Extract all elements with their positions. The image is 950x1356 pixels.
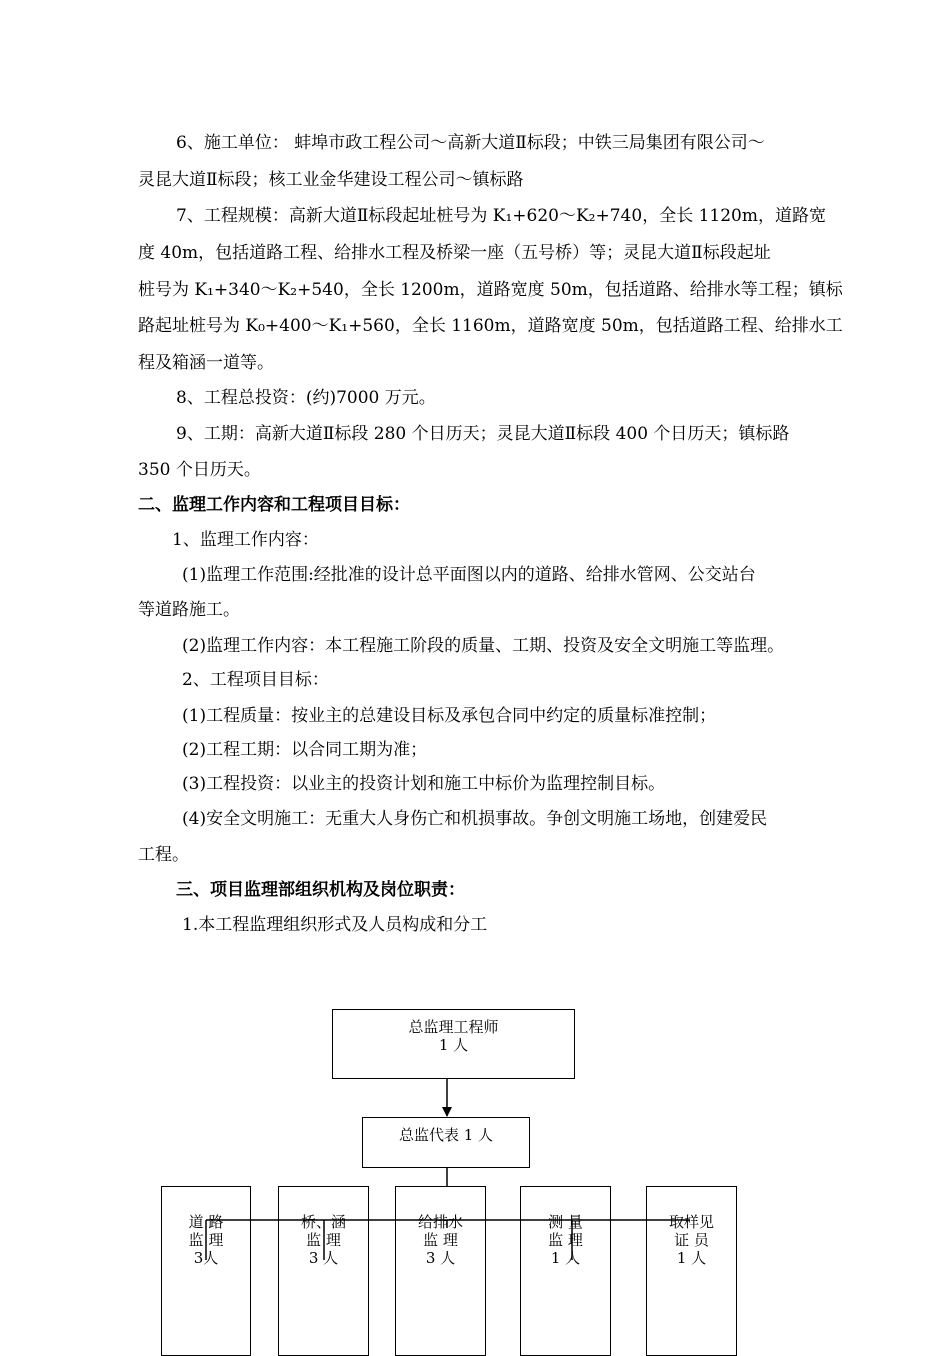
member-role-line1: 给排水 <box>417 1213 463 1231</box>
goal-4-line1: (4)安全文明施工：无重大人身伤亡和机损事故。争创文明施工场地，创建爱民 <box>182 809 768 829</box>
item-1-line2: 等道路施工。 <box>138 600 240 620</box>
member-role-line2: 监 理 <box>188 1231 224 1249</box>
member-role-line2: 证 员 <box>674 1231 709 1249</box>
member-role-line2: 监 理 <box>548 1231 583 1249</box>
member-box-bridge <box>278 1186 369 1356</box>
item-1-line1: (1)监理工作范围:经批准的设计总平面图以内的道路、给排水管网、公交站台 <box>182 565 756 585</box>
member-count: 3 人 <box>308 1249 339 1267</box>
sub-heading-2: 2、工程项目目标： <box>182 670 329 690</box>
member-count: 3人 <box>193 1249 219 1267</box>
org-chart-caption: 1.本工程监理组织形式及人员构成和分工 <box>182 915 488 935</box>
member-role-line1: 取样见 <box>668 1213 714 1231</box>
member-box-sampling <box>646 1186 737 1356</box>
para-7-line4: 路起址桩号为 K₀+400～K₁+560，全长 1160m，道路宽度 50m，包括道路工程、给排水工 <box>138 316 843 336</box>
para-8: 8、工程总投资：(约)7000 万元。 <box>176 388 436 408</box>
chief-engineer-box <box>332 1009 575 1079</box>
member-count: 1 人 <box>550 1249 581 1267</box>
member-role-line1: 桥、涵 <box>300 1213 346 1231</box>
member-count: 1 人 <box>676 1249 707 1267</box>
goal-3: (3)工程投资：以业主的投资计划和施工中标价为监理控制目标。 <box>182 774 666 794</box>
chief-title: 总监理工程师 <box>408 1018 499 1036</box>
member-box-survey <box>520 1186 611 1356</box>
member-count: 3 人 <box>425 1249 456 1267</box>
goal-2: (2)工程工期：以合同工期为准； <box>182 740 428 760</box>
member-box-drainage <box>395 1186 486 1356</box>
member-box-road <box>161 1186 251 1356</box>
para-7-line2: 度 40m，包括道路工程、给排水工程及桥梁一座（五号桥）等；灵昆大道Ⅱ标段起址 <box>138 243 771 263</box>
para-9-line2: 350 个日历天。 <box>138 460 261 480</box>
goal-4-line2: 工程。 <box>138 845 189 865</box>
member-role-line1: 道 路 <box>188 1213 224 1231</box>
chief-count: 1 人 <box>438 1036 469 1054</box>
member-role-line1: 测 量 <box>548 1213 583 1231</box>
para-7-line1: 7、工程规模：高新大道Ⅱ标段起址桩号为 K₁+620～K₂+740，全长 1120m，道路宽 <box>176 206 826 226</box>
para-6-line2: 灵昆大道Ⅱ标段；核工业金华建设工程公司～镇标路 <box>138 170 524 190</box>
para-9-line1: 9、工期：高新大道Ⅱ标段 280 个日历天；灵昆大道Ⅱ标段 400 个日历天；镇标路 <box>176 424 790 444</box>
sub-heading-1: 1、监理工作内容： <box>172 530 319 550</box>
member-role-line2: 监 理 <box>423 1231 458 1249</box>
member-role-line2: 监 理 <box>306 1231 341 1249</box>
section-3-heading: 三、项目监理部组织机构及岗位职责： <box>176 880 465 900</box>
item-2: (2)监理工作内容：本工程施工阶段的质量、工期、投资及安全文明施工等监理。 <box>182 636 785 656</box>
deputy-box <box>362 1117 530 1168</box>
deputy-title: 总监代表 1 人 <box>398 1126 494 1144</box>
para-7-line3: 桩号为 K₁+340～K₂+540，全长 1200m，道路宽度 50m，包括道路、给排水等工程；镇标 <box>138 280 843 300</box>
goal-1: (1)工程质量：按业主的总建设目标及承包合同中约定的质量标准控制； <box>182 706 717 726</box>
section-2-heading: 二、监理工作内容和工程项目目标： <box>138 495 410 515</box>
para-6-line1: 6、施工单位： 蚌埠市政工程公司～高新大道Ⅱ标段；中铁三局集团有限公司～ <box>176 133 765 153</box>
para-7-line5: 程及箱涵一道等。 <box>138 353 274 373</box>
